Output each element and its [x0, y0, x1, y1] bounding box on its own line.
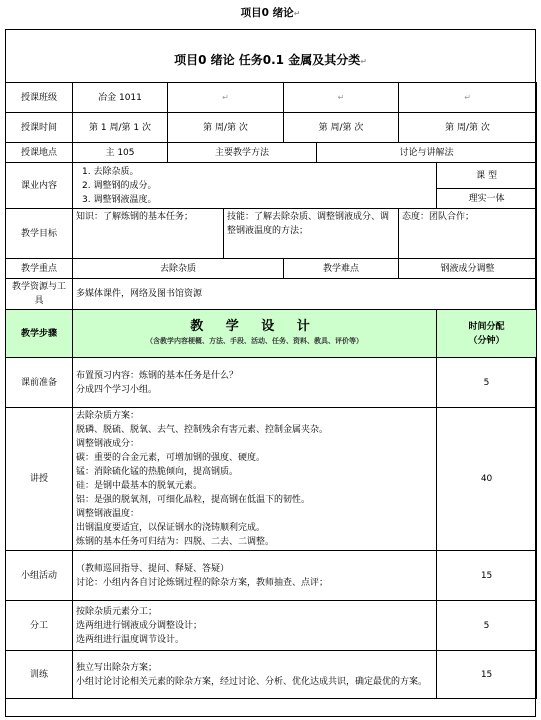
steps-label: 教学步骤: [6, 310, 73, 358]
goal-attitude: 态度：团队合作；: [399, 209, 537, 259]
document-heading: 项目0 绪论↵: [240, 7, 301, 19]
time-value-1: 第 1 周/第 1 次: [73, 113, 168, 143]
course-type-value: 理实一体: [437, 189, 537, 209]
design-header-row: [6, 310, 537, 358]
goal-label: 教学目标: [6, 209, 73, 259]
place-label: 授课地点: [6, 143, 73, 163]
step-content: 按除杂质元素分工； 选两组进行钢液成分调整设计； 选两组进行温度调节设计。: [73, 601, 437, 651]
resources-value: 多媒体课件，网络及图书馆资源: [73, 279, 537, 310]
method-value: 讨论与讲解法: [317, 143, 537, 163]
content-label: 课业内容: [6, 163, 73, 209]
step-name: 讲授: [6, 408, 73, 551]
time-value-4: 第 周/第 次: [399, 113, 537, 143]
key-label: 教学重点: [6, 259, 73, 279]
class-value-4: ↵: [399, 83, 537, 113]
time-value-2: 第 周/第 次: [168, 113, 284, 143]
resources-label: 教学资源与工具: [6, 279, 73, 310]
step-content: （教师巡回指导、提问、释疑、答疑） 讨论：小组内各自讨论炼钢过程的除杂方案，教师抽查、点评；: [73, 551, 437, 601]
class-value-1: 冶金 1011: [73, 83, 168, 113]
step-minutes: 15: [437, 551, 537, 601]
step-minutes: 15: [437, 651, 537, 699]
difficulty-label: 教学难点: [284, 259, 399, 279]
time-row: [6, 113, 537, 143]
lesson-plan-table: [5, 82, 537, 699]
resources-row: [6, 279, 537, 310]
step-row-training: [6, 651, 537, 699]
class-value-3: ↵: [284, 83, 399, 113]
step-minutes: 5: [437, 358, 537, 408]
step-name: 训练: [6, 651, 73, 699]
content-row-1: [6, 163, 537, 189]
difficulty-value: 钢液成分调整: [399, 259, 537, 279]
goal-knowledge: 知识：了解炼钢的基本任务；: [73, 209, 224, 259]
step-minutes: 5: [437, 601, 537, 651]
step-content: 去除杂质方案： 脱磷、脱硫、脱氧、去气、控制残余有害元素、控制金属夹杂。 调整钢液成分： 碳：重要的合金元素，可增加钢的强度、硬度。 锰：消除硫化锰的热脆倾向，提高钢质。 硅：是钢中最基本的脱氧元素。 铝：是强的脱氧剂，可细化晶粒，提高钢在低温下的韧性。 调整钢液温度： 出钢温度要适宜，以保证钢水的浇铸顺利完成。 炼钢的基本任务可归结为：四脱、二去、二调整。: [73, 408, 437, 551]
step-row-group: [6, 551, 537, 601]
goal-skill: 技能：了解去除杂质、调整钢液成分、调整钢液温度的方法；: [224, 209, 399, 259]
time-value-3: 第 周/第 次: [284, 113, 399, 143]
step-row-division: [6, 601, 537, 651]
key-value: 去除杂质: [73, 259, 284, 279]
place-row: [6, 143, 537, 163]
time-allocation-label: 时间分配 （分钟）: [437, 310, 537, 358]
goal-row: [6, 209, 537, 259]
class-label: 授课班级: [6, 83, 73, 113]
step-minutes: 40: [437, 408, 537, 551]
step-name: 课前准备: [6, 358, 73, 408]
step-name: 分工: [6, 601, 73, 651]
step-row-lecture: [6, 408, 537, 551]
class-value-2: ↵: [168, 83, 284, 113]
course-type-label: 课 型: [437, 163, 537, 189]
place-value: 主 105: [73, 143, 168, 163]
step-content: 独立写出除杂方案； 小组讨论讨论相关元素的除杂方案，经过讨论、分析、优化达成共识，确定最优的方案。: [73, 651, 437, 699]
lesson-title: 项目0 绪论 任务0.1 金属及其分类↵: [174, 53, 367, 67]
key-row: [6, 259, 537, 279]
design-title: 教 学 设 计 （含教学内容梗概、方法、手段、活动、任务、资料、教具、评价等）: [73, 310, 437, 358]
time-label: 授课时间: [6, 113, 73, 143]
method-label: 主要教学方法: [168, 143, 317, 163]
class-row: [6, 83, 537, 113]
content-items: 1. 去除杂质。 2. 调整钢的成分。 3. 调整钢液温度。: [73, 163, 437, 209]
step-row-prep: [6, 358, 537, 408]
step-content: 布置预习内容：炼钢的基本任务是什么？ 分成四个学习小组。: [73, 358, 437, 408]
step-name: 小组活动: [6, 551, 73, 601]
